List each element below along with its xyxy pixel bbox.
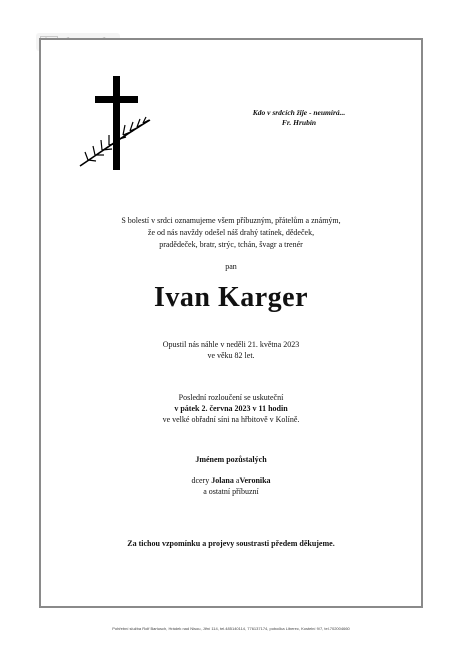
memorial-motto bbox=[230, 108, 368, 128]
funeral-intro: Poslední rozloučení se uskuteční bbox=[178, 393, 284, 402]
death-details bbox=[41, 339, 421, 361]
deceased-name: Ivan Karger bbox=[153, 282, 309, 313]
motto-quote: Kdo v srdcích žije - neumírá... bbox=[252, 108, 346, 117]
funeral-place: ve velké obřadní síni na hřbitově v Kolíně. bbox=[162, 415, 300, 424]
thanks-note: Za tichou vzpomínku a projevy soustrasti předem děkujeme. bbox=[127, 539, 335, 548]
mourners-others: a ostatní příbuzní bbox=[203, 487, 259, 496]
family-conjunction: a bbox=[235, 476, 240, 485]
announcement-intro bbox=[41, 215, 421, 251]
mourners-family bbox=[41, 475, 421, 497]
mourners-heading: Jménem pozůstalých bbox=[195, 455, 267, 464]
intro-line: že od nás navždy odešel náš drahý tatínek, dědeček, bbox=[147, 228, 315, 237]
daughter-name: Jolana bbox=[211, 476, 234, 485]
funeral-datetime: v pátek 2. června 2023 v 11 hodin bbox=[174, 404, 288, 413]
cross-with-palm-icon bbox=[78, 76, 158, 170]
death-age: ve věku 82 let. bbox=[207, 351, 255, 360]
intro-line: S bolestí v srdci oznamujeme všem příbuzným, přátelům a známým, bbox=[121, 216, 341, 225]
family-prefix: dcery bbox=[191, 476, 210, 485]
death-date: Opustil nás náhle v neděli 21. května 2023 bbox=[162, 340, 300, 349]
funeral-details bbox=[41, 392, 421, 425]
mourners-daughters bbox=[41, 475, 421, 486]
intro-line: pradědeček, bratr, strýc, tchán, švagr a trenér bbox=[159, 240, 303, 249]
funeral-service-footer: Pohřební služba Rolf Bartusch, Hrádek nad Nisou, Jiřní 114, tel.485140114, 776137174, pobočka Liberec, Kostelní 9/7, tel.702004660 bbox=[112, 626, 350, 631]
salutation: pan bbox=[225, 262, 237, 271]
daughter-name: Veronika bbox=[239, 476, 271, 485]
motto-author: Fr. Hrubín bbox=[281, 118, 317, 127]
